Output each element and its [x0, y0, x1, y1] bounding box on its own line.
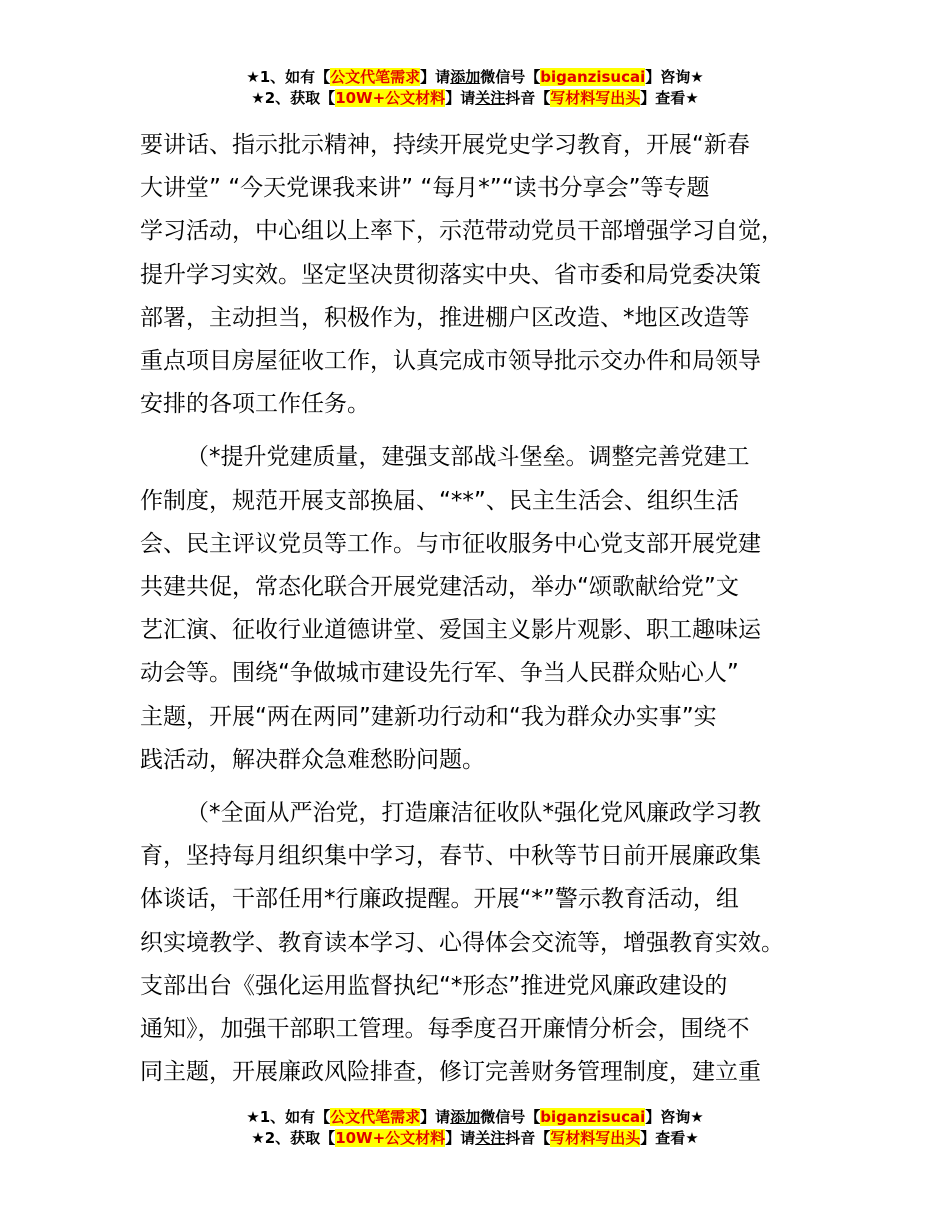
banner-text: ★2、获取【 — [251, 89, 336, 107]
body-line: 部署，主动担当，积极作为，推进棚户区改造、*地区改造等 — [140, 304, 750, 331]
banner-text: 】查看★ — [640, 1129, 699, 1147]
body-line: 要讲话、指示批示精神，持续开展党史学习教育，开展“新春 — [140, 132, 750, 158]
banner-text: 】请 — [445, 1129, 476, 1147]
banner-text: 】请 — [445, 89, 476, 107]
body-line: 支部出台《强化运用监督执纪“*形态”推进党风廉政建设的 — [140, 972, 728, 999]
banner-text: 抖音【 — [505, 1129, 551, 1147]
banner-text: 】请 — [420, 68, 451, 86]
body-line: 通知》，加强干部职工管理。每季度召开廉情分析会，围绕不 — [140, 1016, 750, 1043]
highlight-wechat-id: biganzisucai — [540, 68, 646, 86]
body-line: 重点项目房屋征收工作，认真完成市领导批示交办件和局领导 — [140, 348, 761, 375]
header-banner — [0, 67, 950, 109]
body-line: 动会等。围绕“争做城市建设先行军、争当人民群众贴心人” — [140, 660, 739, 687]
highlight-wechat-id: biganzisucai — [540, 1108, 646, 1126]
underlined-text: 关注 — [475, 1129, 506, 1147]
banner-line-2 — [0, 1128, 950, 1149]
banner-text: 微信号【 — [480, 68, 541, 86]
underlined-text: 关注 — [475, 89, 506, 107]
body-line: 主题，开展“两在两同”建新功行动和“我为群众办实事”实 — [140, 703, 717, 730]
body-line: （*全面从严治党，打造廉洁征收队*强化党风廉政学习教 — [186, 800, 761, 827]
banner-text: 微信号【 — [480, 1108, 541, 1126]
underlined-text: 添加 — [450, 1108, 481, 1126]
banner-text: 】查看★ — [640, 89, 699, 107]
body-line: 体谈话，干部任用*行廉政提醒。开展“*”警示教育活动，组 — [140, 886, 739, 913]
highlight-douyin-account: 写材料写出头 — [550, 1129, 641, 1147]
highlight-materials: 10W+公文材料 — [335, 1129, 446, 1147]
banner-text: ★1、如有【 — [246, 68, 331, 86]
banner-line-1 — [0, 67, 950, 88]
banner-line-2 — [0, 88, 950, 109]
body-line: 践活动，解决群众急难愁盼问题。 — [140, 746, 485, 773]
body-line: 作制度，规范开展支部换届、“**”、民主生活会、组织生活 — [140, 487, 739, 514]
body-line: 提升学习实效。坚定坚决贯彻落实中央、省市委和局党委决策 — [140, 261, 761, 288]
banner-text: 】请 — [420, 1108, 451, 1126]
body-line: 安排的各项工作任务。 — [140, 391, 370, 418]
body-line: 育，坚持每月组织集中学习，春节、中秋等节日前开展廉政集 — [140, 843, 761, 870]
document-body — [140, 124, 830, 1094]
body-line: 大讲堂” “今天党课我来讲” “每月*”“读书分享会”等专题 — [140, 175, 710, 202]
banner-text: 】咨询★ — [645, 68, 704, 86]
body-line: 学习活动，中心组以上率下，示范带动党员干部增强学习自觉， — [140, 218, 784, 245]
body-line: 会、民主评议党员等工作。与市征收服务中心党支部开展党建 — [140, 530, 761, 557]
banner-text: ★1、如有【 — [246, 1108, 331, 1126]
banner-text: ★2、获取【 — [251, 1129, 336, 1147]
body-line: 织实境教学、教育读本学习、心得体会交流等，增强教育实效。 — [140, 929, 784, 956]
highlight-service: 公文代笔需求 — [330, 68, 421, 86]
highlight-douyin-account: 写材料写出头 — [550, 89, 641, 107]
body-line: 共建共促，常态化联合开展党建活动，举办“颂歌献给党”文 — [140, 574, 739, 601]
body-line: 同主题，开展廉政风险排查，修订完善财务管理制度，建立重 — [140, 1059, 761, 1086]
banner-text: 抖音【 — [505, 89, 551, 107]
banner-text: 】咨询★ — [645, 1108, 704, 1126]
underlined-text: 添加 — [450, 68, 481, 86]
footer-banner — [0, 1107, 950, 1149]
highlight-service: 公文代笔需求 — [330, 1108, 421, 1126]
body-line: （*提升党建质量，建强支部战斗堡垒。调整完善党建工 — [186, 444, 750, 471]
highlight-materials: 10W+公文材料 — [335, 89, 446, 107]
body-line: 艺汇演、征收行业道德讲堂、爱国主义影片观影、职工趣味运 — [140, 617, 761, 644]
banner-line-1 — [0, 1107, 950, 1128]
